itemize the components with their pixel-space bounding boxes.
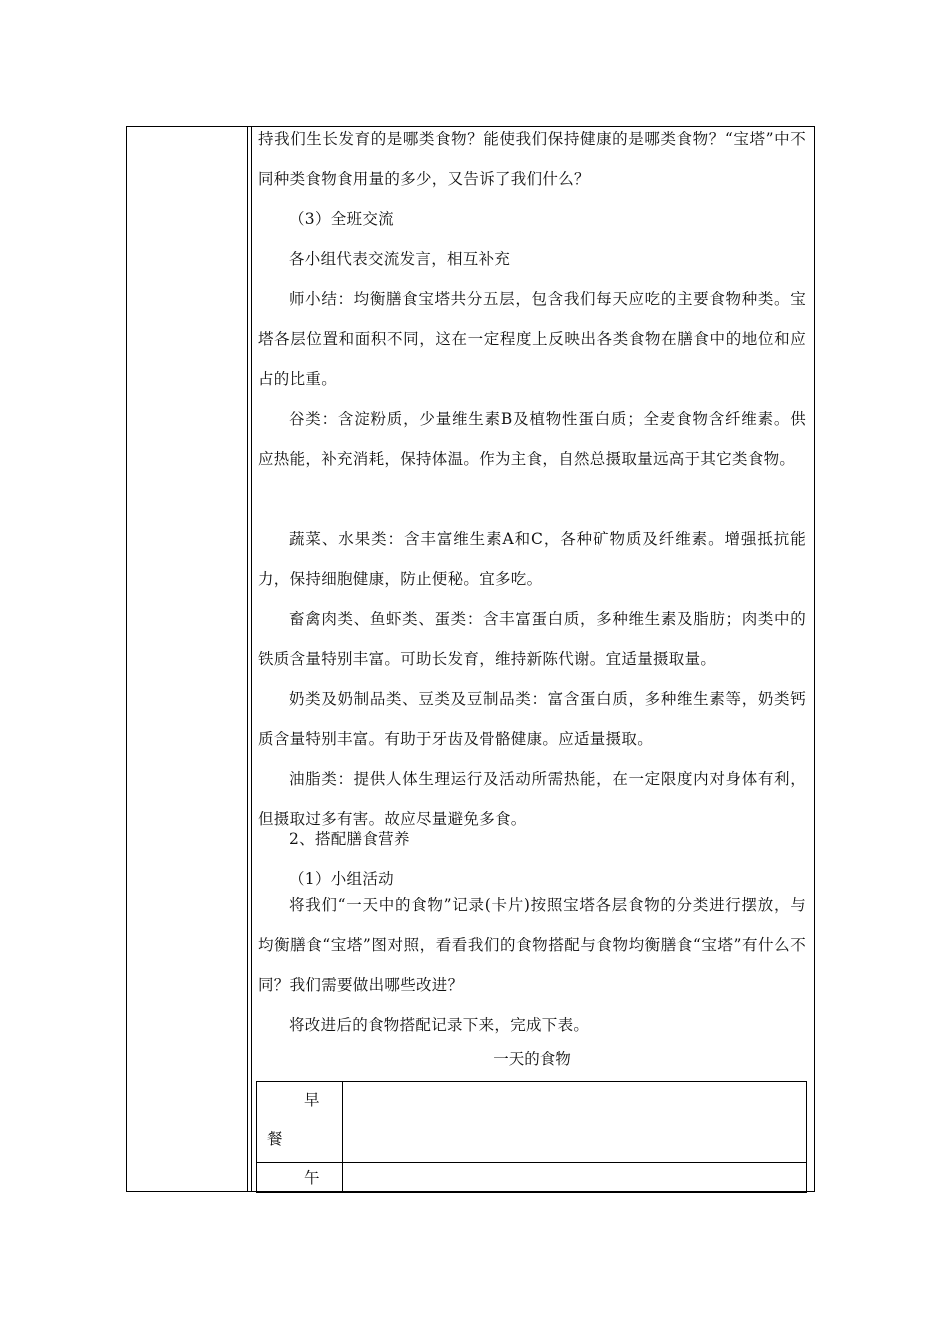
lesson-table (126, 126, 815, 1192)
paragraph-activity-instructions: 将我们“一天中的食物”记录(卡片)按照宝塔各层食物的分类进行摆放，与均衡膳食“宝塔”图对照，看看我们的食物搭配与食物均衡膳食“宝塔”有什么不同？我们需要做出哪些改进？ (258, 896, 806, 994)
paragraph-vegetables-fruits: 蔬菜、水果类：含丰富维生素A和C，各种矿物质及纤维素。增强抵抗能力，保持细胞健康，防止便秘。宜多吃。 (258, 530, 806, 588)
lunch-label-top: 午 (304, 1169, 320, 1187)
paragraph-oils: 油脂类：提供人体生理运行及活动所需热能，在一定限度内对身体有利，但摄取过多有害。故应尽量避免多食。 (258, 770, 806, 828)
paragraph-teacher-summary: 师小结：均衡膳食宝塔共分五层，包含我们每天应吃的主要食物种类。宝塔各层位置和面积不同，这在一定程度上反映出各类食物在膳食中的地位和应占的比重。 (258, 290, 806, 388)
column-divider-inner (251, 127, 252, 1191)
column-divider (247, 127, 248, 1191)
paragraph-dairy-beans: 奶类及奶制品类、豆类及豆制品类：富含蛋白质，多种维生素等，奶类钙质含量特别丰富。有助于牙齿及骨骼健康。应适量摄取。 (258, 690, 806, 748)
paragraph-grains: 谷类：含淀粉质，少量维生素B及植物性蛋白质；全麦食物含纤维素。供应热能，补充消耗，保持体温。作为主食，自然总摄取量远高于其它类食物。 (258, 410, 806, 468)
daily-food-table (256, 1081, 807, 1193)
paragraph-continuation: 持我们生长发育的是哪类食物？能使我们保持健康的是哪类食物？“宝塔”中不同种类食物食用量的多少，又告诉了我们什么？ (258, 130, 806, 188)
paragraph-record-instructions: 将改进后的食物搭配记录下来，完成下表。 (289, 1016, 590, 1034)
table-caption: 一天的食物 (493, 1050, 571, 1068)
paragraph-group-report: 各小组代表交流发言，相互补充 (289, 250, 511, 268)
breakfast-cell[interactable] (343, 1082, 806, 1162)
breakfast-label-bottom: 餐 (267, 1130, 283, 1148)
lunch-cell[interactable] (343, 1163, 806, 1191)
heading-group-activity: （1）小组活动 (289, 870, 394, 888)
heading-diet-pairing: 2、搭配膳食营养 (289, 830, 410, 848)
heading-class-exchange: （3）全班交流 (289, 210, 394, 228)
paragraph-meat-fish-eggs: 畜禽肉类、鱼虾类、蛋类：含丰富蛋白质，多种维生素及脂肪；肉类中的铁质含量特别丰富。可助长发育，维持新陈代谢。宜适量摄取量。 (258, 610, 806, 668)
breakfast-label-top: 早 (304, 1091, 320, 1109)
